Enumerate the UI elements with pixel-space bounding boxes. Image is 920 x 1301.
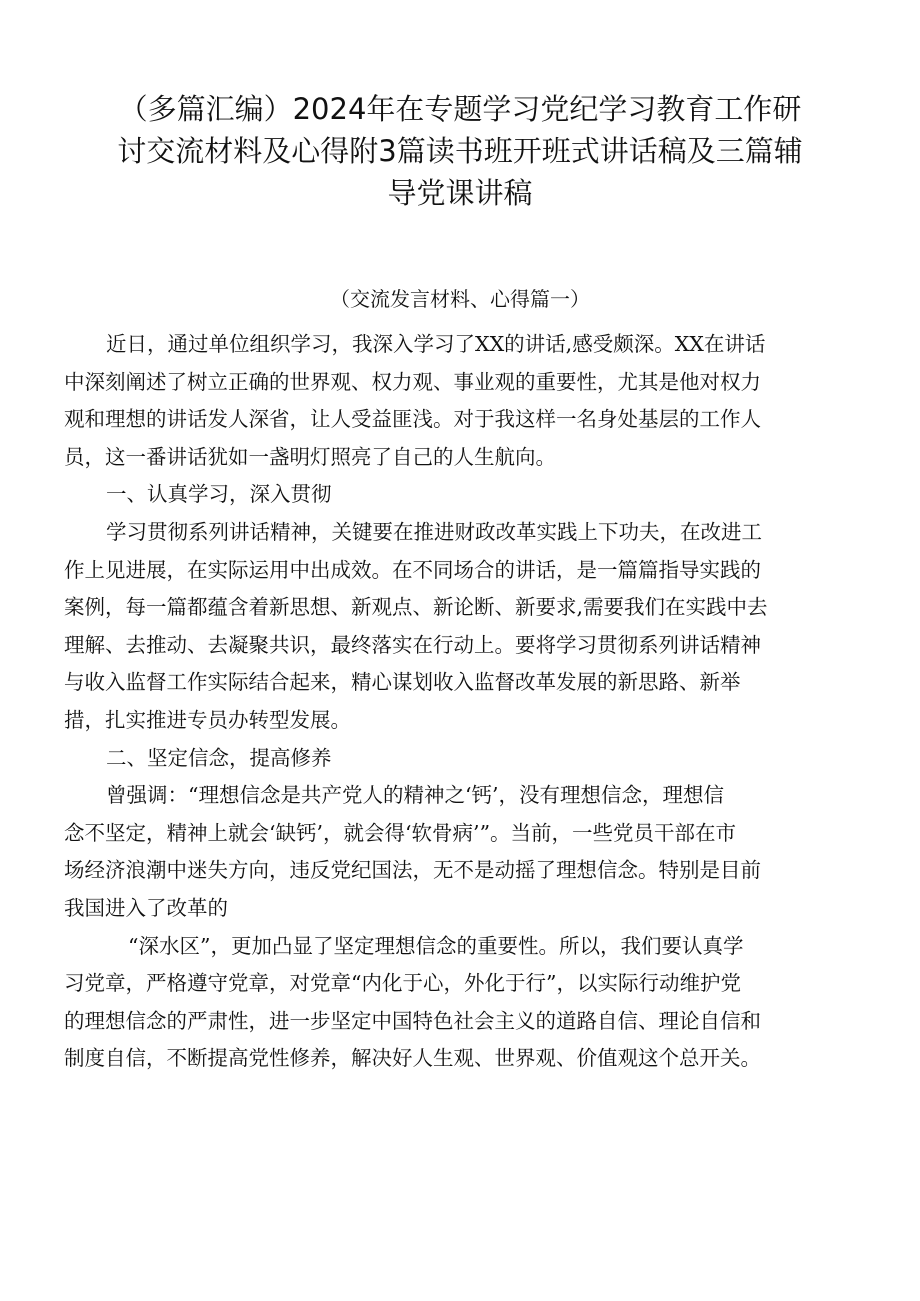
body-line: 的理想信念的严肃性，进一步坚定中国特色社会主义的道路自信、理论自信和 — [64, 1008, 761, 1033]
section-heading: 二、坚定信念，提高修养 — [106, 745, 332, 770]
title-line: （多篇汇编）2024年在专题学习党纪学习教育工作研 — [118, 92, 802, 126]
body-line: 与收入监督工作实际结合起来，精心谋划收入监督改革发展的新思路、新举 — [64, 670, 741, 695]
body-line: 中深刻阐述了树立正确的世界观、权力观、事业观的重要性，尤其是他对权力 — [64, 369, 761, 394]
body-line: 曾强调：“理想信念是共产党人的精神之‘钙’，没有理想信念，理想信 — [106, 783, 725, 808]
document-body — [64, 326, 864, 1078]
body-line: 学习贯彻系列讲话精神，关键要在推进财政改革实践上下功夫，在改进工 — [106, 519, 762, 544]
body-line: 念不坚定，精神上就会‘缺钙’，就会得‘软骨病’”。当前，一些党员干部在市 — [64, 820, 737, 845]
section-subtitle: （交流发言材料、心得篇一） — [330, 287, 590, 311]
document-title — [60, 88, 860, 214]
body-line: 员，这一番讲话犹如一盏明灯照亮了自己的人生航向。 — [64, 444, 556, 469]
title-line: 讨交流材料及心得附3篇读书班开班式讲话稿及三篇辅 — [117, 134, 803, 168]
body-line: 观和理想的讲话发人深省，让人受益匪浅。对于我这样一名身处基层的工作人 — [64, 407, 761, 432]
body-line: 案例，每一篇都蕴含着新思想、新观点、新论断、新要求,需要我们在实践中去 — [64, 595, 768, 620]
body-line: “深水区”，更加凸显了坚定理想信念的重要性。所以，我们要认真学 — [128, 933, 744, 958]
body-line: 近日，通过单位组织学习，我深入学习了XX的讲话,感受颇深。XX在讲话 — [106, 332, 766, 356]
body-line: 措，扎实推进专员办转型发展。 — [64, 707, 351, 732]
body-line: 习党章，严格遵守党章，对党章“内化于心，外化于行”，以实际行动维护党 — [64, 971, 741, 996]
body-line: 场经济浪潮中迷失方向，违反党纪国法，无不是动摇了理想信念。特别是目前 — [64, 858, 761, 883]
body-line: 理解、去推动、去凝聚共识，最终落实在行动上。要将学习贯彻系列讲话精神 — [64, 632, 761, 657]
body-line: 制度自信，不断提高党性修养，解决好人生观、世界观、价值观这个总开关。 — [64, 1046, 761, 1071]
section-heading: 一、认真学习，深入贯彻 — [106, 482, 332, 507]
body-line: 作上见进展，在实际运用中出成效。在不同场合的讲话，是一篇篇指导实践的 — [64, 557, 761, 582]
body-line: 我国进入了改革的 — [64, 895, 228, 920]
title-line: 导党课讲稿 — [387, 176, 533, 210]
